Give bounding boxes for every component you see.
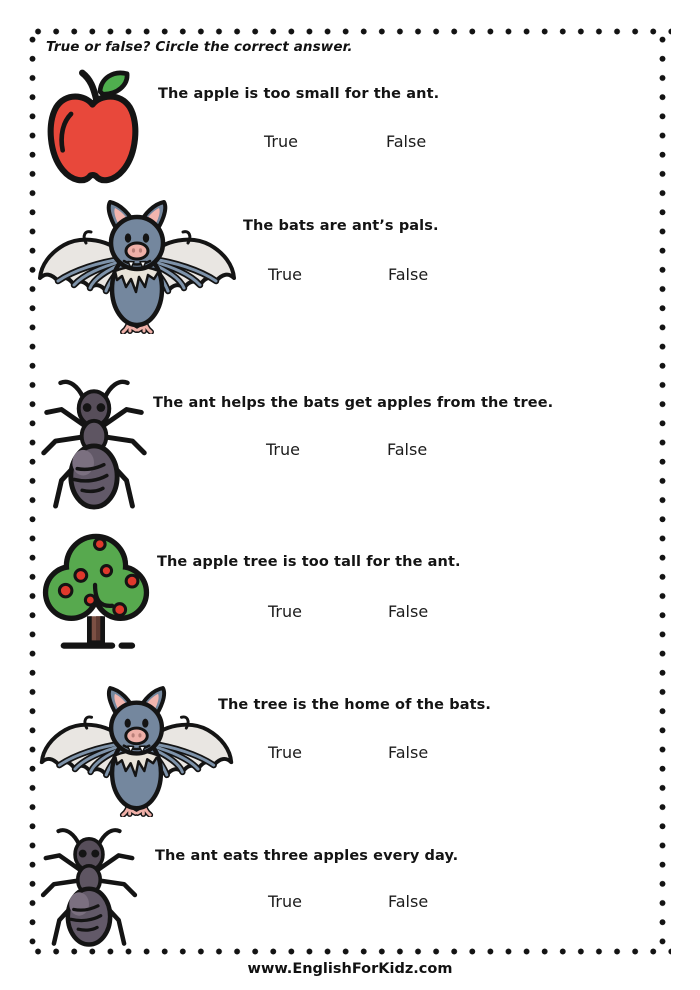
question-text-4: The apple tree is too tall for the ant. (157, 554, 461, 570)
ant-icon (36, 374, 152, 512)
true-option-4[interactable]: True (268, 602, 302, 621)
true-option-1[interactable]: True (264, 132, 298, 151)
bat-icon (30, 199, 245, 334)
bat-icon (32, 685, 242, 817)
dotted-border-top (29, 28, 671, 35)
false-option-2[interactable]: False (388, 265, 429, 284)
question-text-5: The tree is the home of the bats. (218, 697, 491, 713)
question-text-2: The bats are ant’s pals. (243, 218, 439, 234)
false-option-4[interactable]: False (388, 602, 429, 621)
apple-icon (44, 66, 142, 188)
false-option-3[interactable]: False (387, 440, 428, 459)
apple-tree-icon (38, 528, 154, 657)
question-text-3: The ant helps the bats get apples from the tree. (153, 395, 554, 411)
false-option-5[interactable]: False (388, 743, 429, 762)
dotted-border-right (659, 30, 666, 950)
instruction-text: True or false? Circle the correct answer. (46, 39, 353, 55)
question-text-1: The apple is too small for the ant. (158, 86, 440, 102)
question-text-6: The ant eats three apples every day. (155, 848, 459, 864)
false-option-6[interactable]: False (388, 892, 429, 911)
true-option-6[interactable]: True (268, 892, 302, 911)
true-option-3[interactable]: True (266, 440, 300, 459)
true-option-2[interactable]: True (268, 265, 302, 284)
ant-icon (36, 823, 142, 949)
footer-website: www.EnglishForKidz.com (247, 961, 453, 977)
false-option-1[interactable]: False (386, 132, 427, 151)
dotted-border-bottom (29, 948, 671, 955)
true-option-5[interactable]: True (268, 743, 302, 762)
